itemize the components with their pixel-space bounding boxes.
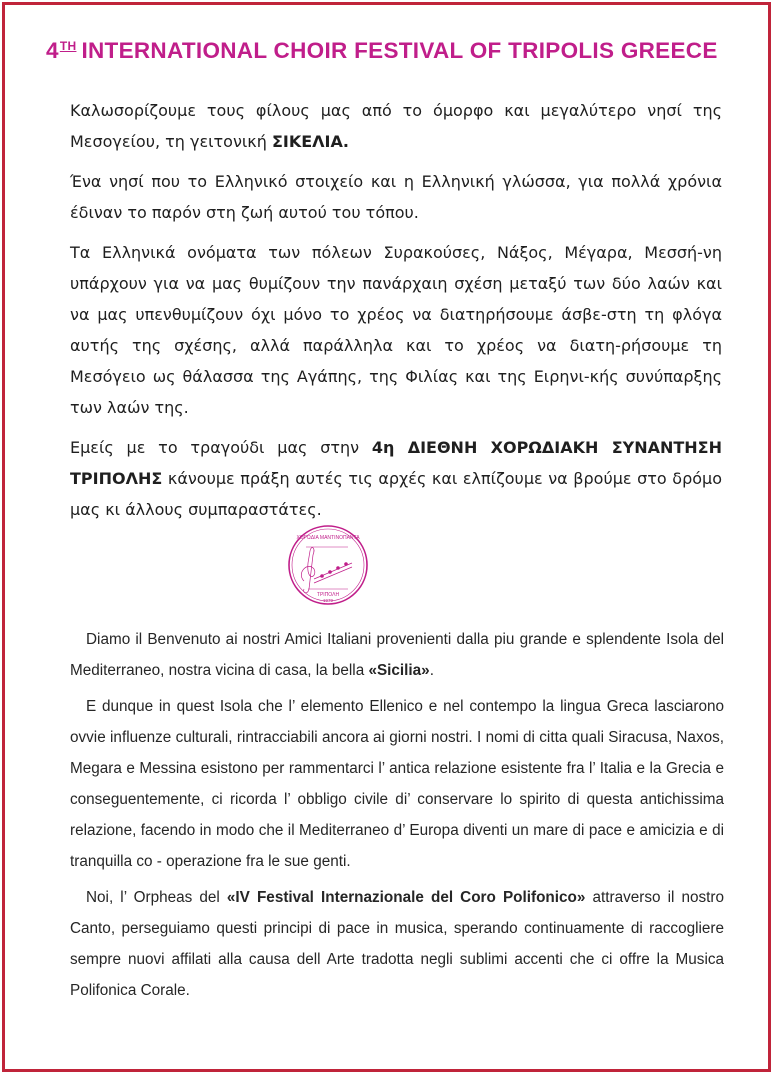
italian-p1-end: . (429, 662, 434, 679)
greek-paragraph-2: Ένα νησί που το Ελληνικό στοιχείο και η Ελληνική γλώσσα, για πολλά χρόνια έδιναν το παρόν στη ζωή αυτού του τόπου. (70, 172, 722, 222)
festival-title (46, 38, 736, 64)
greek-paragraph-3: Τα Ελληνικά ονόματα των πόλεων Συρακούσες, Νάξος, Μέγαρα, Μεσσή-νη υπάρχουν για να μας θυμίζουν την πανάρχαιη σχέση μεταξύ των δύο λαών και να μας υπενθυμίζουν όχι μόνο το χρέος να διατηρήσουμε άσβε-στη τη φλόγα αυτής της σχέσης, αλλά παράλληλα και το χρέος να διατη-ρήσουμε τη Μεσόγειο ως θάλασσα της Αγάπης, της Φιλίας και της Ειρηνι-κής συνύπαρξης των λαών της. (70, 243, 722, 417)
italian-section (70, 624, 724, 1011)
italian-p1-text: Diamo il Benvenuto ai nostri Amici Italiani provenienti dalla piu grande e splendente Isola del Mediterraneo, nostra vicina di casa, la bella (70, 631, 724, 679)
logo-bottom-text: ΤΡΙΠΟΛΗ (316, 592, 340, 598)
italian-paragraph-3 (70, 882, 724, 1006)
title-ordinal-suffix: TH (59, 39, 77, 53)
greek-p4-festival-name: 4η ΔΙΕΘΝΗ ΧΟΡΩΔΙΑΚΗ ΣΥΝΑΝΤΗΣΗ ΤΡΙΠΟΛΗΣ (70, 438, 723, 488)
greek-p4-text-c: κάνουμε πράξη αυτές τις αρχές και ελπίζουμε να βρούμε στο δρόμο μας κι άλλους συμπαραστάτες. (70, 469, 722, 519)
italian-p3-text-c: attraverso il nostro Canto, perseguiamo questi principi di pace in musica, sperando continuamente di raccogliere sempre nuovi affilati alla causa dell Arte tradotta negli sublimi accenti che ci offre la Musica Polifonica Corale. (70, 889, 725, 999)
title-number: 4 (46, 38, 59, 63)
title-text: INTERNATIONAL CHOIR FESTIVAL OF TRIPOLIS GREECE (81, 38, 718, 63)
logo-year: 1979 (322, 598, 334, 603)
greek-p1-text: Καλωσορίζουμε τους φίλους μας από το όμορφο και μεγαλύτερο νησί της Μεσογείου, τη γειτονική (70, 101, 722, 151)
greek-paragraph-1 (70, 95, 722, 157)
italian-paragraph-1 (70, 624, 724, 686)
greek-p4-text-a: Εμείς με το τραγούδι μας στην (70, 438, 372, 457)
italian-p1-sicilia: «Sicilia» (368, 662, 430, 679)
italian-p3-festival-name: «IV Festival Internazionale del Coro Polifonico» (226, 889, 586, 906)
greek-paragraph-4 (70, 432, 722, 525)
logo-top-text: ΧΟΡΩΔΙΑ ΜΑΝΤΙΝΟΠΑΝΤΑ (296, 535, 360, 541)
choir-logo-seal (286, 523, 370, 607)
logo-music-staff (301, 548, 352, 593)
greek-section (70, 95, 722, 534)
logo-notes (320, 562, 348, 578)
italian-p3-text-a: Noi, l’ Orpheas del (86, 889, 227, 906)
italian-paragraph-2: E dunque in quest Isola che l’ elemento Ellenico e nel contempo la lingua Greca lasciarono ovvie influenze culturali, rintracciabili ancora ai giorni nostri. I nomi di citta quali Siracusa, Naxos, Megara e Messina esistono per rammentarci l’ antica relazione esistente fra l’ Italia e la Grecia e conseguentemente, ci ricorda l’ obbligo civile di’ conservare lo spirito di questa antichissima relazione, facendo in modo che il Mediterraneo d’ Europa diventi un mare di pace e amicizia e di tranquilla co - operazione fra le sue genti. (70, 698, 724, 870)
greek-p1-sicily: ΣΙΚΕΛΙΑ. (271, 132, 349, 151)
